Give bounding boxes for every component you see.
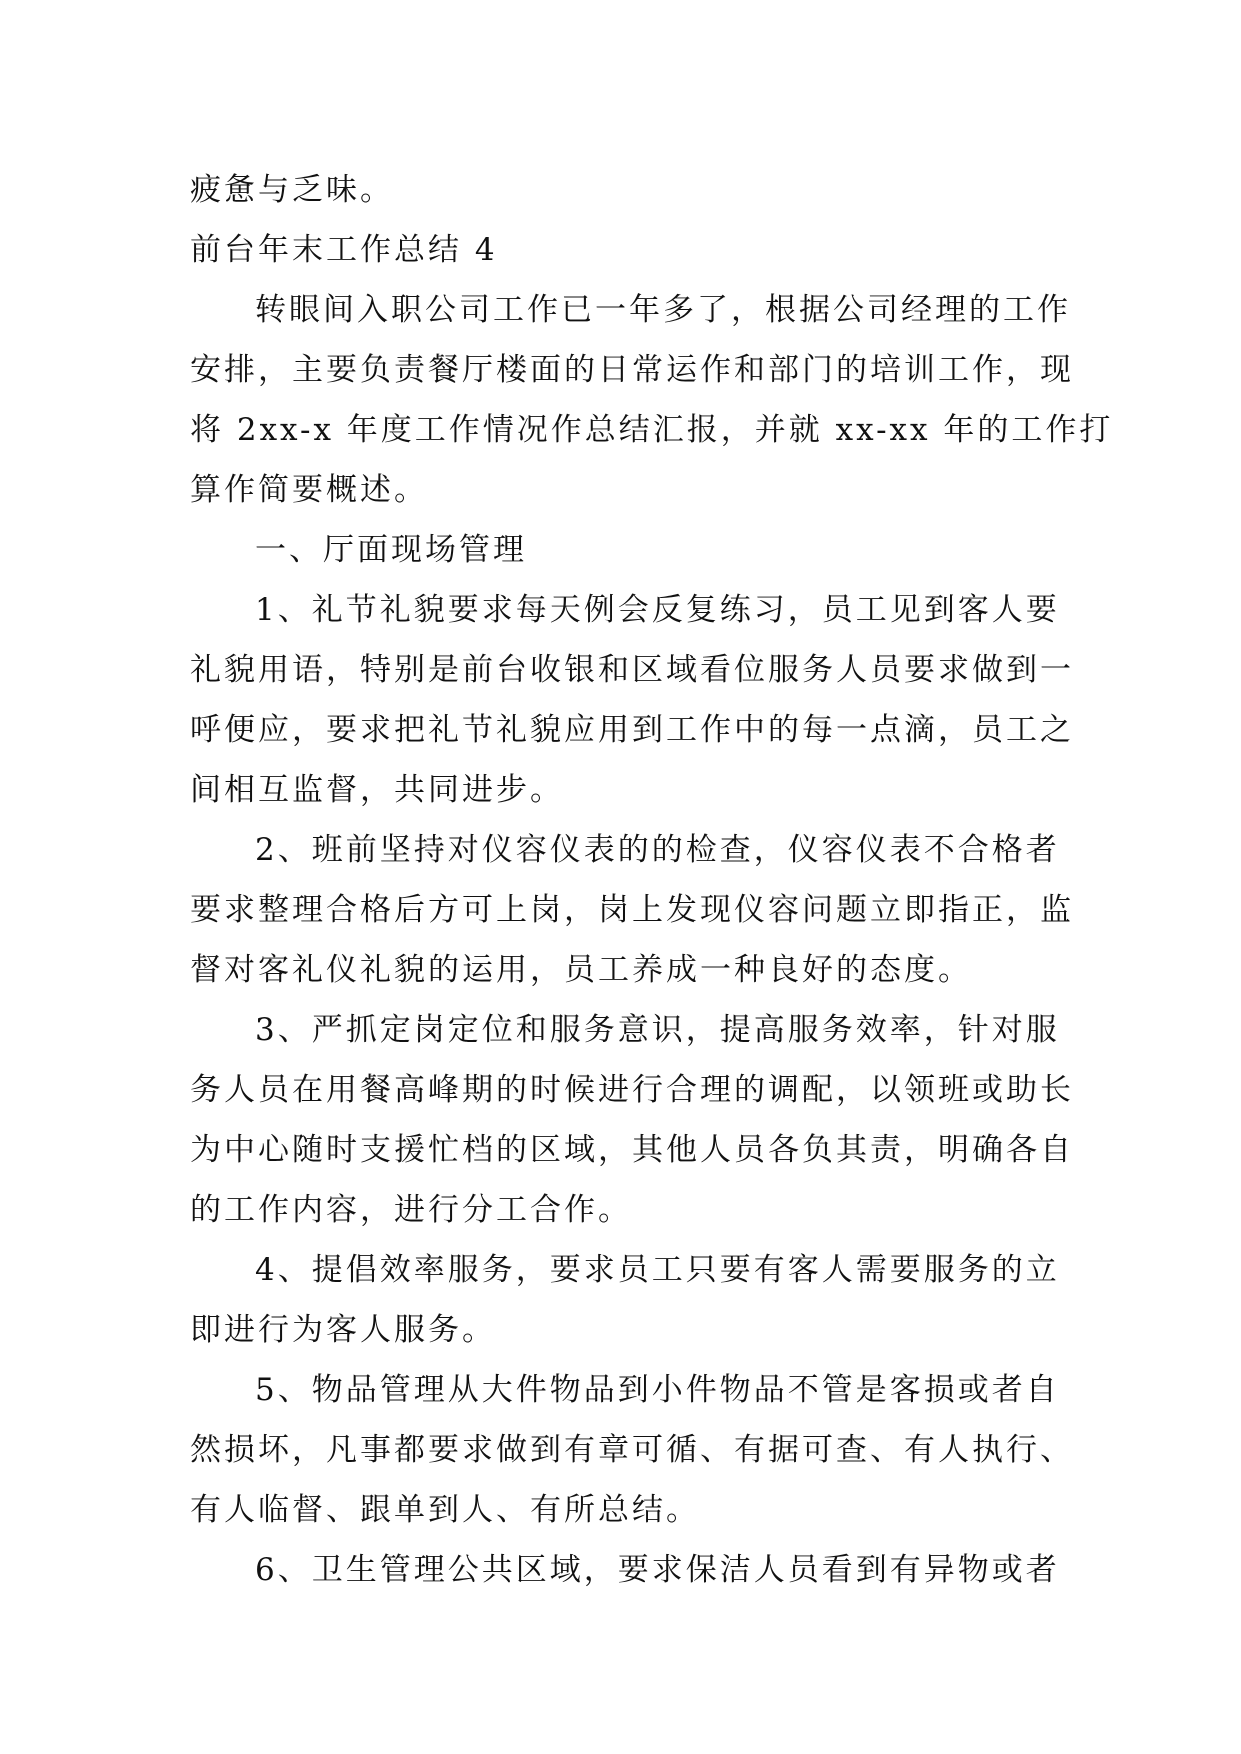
text-line: 的工作内容，进行分工合作。 — [190, 1192, 632, 1228]
text-line: 1、礼节礼貌要求每天例会反复练习，员工见到客人要 — [255, 592, 1060, 628]
section-title: 前台年末工作总结 4 — [190, 232, 498, 268]
text-line: 5、物品管理从大件物品到小件物品不管是客损或者自 — [255, 1372, 1060, 1408]
text-line: 算作简要概述。 — [190, 472, 428, 508]
text-line: 督对客礼仪礼貌的运用，员工养成一种良好的态度。 — [190, 952, 972, 988]
text-line: 呼便应，要求把礼节礼貌应用到工作中的每一点滴，员工之 — [190, 712, 1074, 748]
text-line: 务人员在用餐高峰期的时候进行合理的调配，以领班或助长 — [190, 1072, 1074, 1108]
text-line: 安排，主要负责餐厅楼面的日常运作和部门的培训工作，现 — [190, 352, 1074, 388]
text-line: 疲惫与乏味。 — [190, 172, 394, 208]
text-line: 然损坏，凡事都要求做到有章可循、有据可查、有人执行、 — [190, 1432, 1074, 1468]
text-line: 2、班前坚持对仪容仪表的的检查，仪容仪表不合格者 — [255, 832, 1060, 868]
text-line: 6、卫生管理公共区域，要求保洁人员看到有异物或者 — [255, 1552, 1060, 1588]
subheading: 一、厅面现场管理 — [255, 532, 527, 568]
text-line: 为中心随时支援忙档的区域，其他人员各负其责，明确各自 — [190, 1132, 1074, 1168]
text-line: 3、严抓定岗定位和服务意识，提高服务效率，针对服 — [255, 1012, 1060, 1048]
text-line: 4、提倡效率服务，要求员工只要有客人需要服务的立 — [255, 1252, 1060, 1288]
text-line: 要求整理合格后方可上岗，岗上发现仪容问题立即指正，监 — [190, 892, 1074, 928]
text-line: 有人临督、跟单到人、有所总结。 — [190, 1492, 700, 1528]
document-body — [190, 160, 1114, 1600]
text-line: 即进行为客人服务。 — [190, 1312, 496, 1348]
text-line: 礼貌用语，特别是前台收银和区域看位服务人员要求做到一 — [190, 652, 1074, 688]
text-line: 转眼间入职公司工作已一年多了，根据公司经理的工作 — [255, 292, 1071, 328]
text-line: 间相互监督，共同进步。 — [190, 772, 564, 808]
text-line: 将 2xx-x 年度工作情况作总结汇报，并就 xx-xx 年的工作打 — [190, 412, 1114, 448]
